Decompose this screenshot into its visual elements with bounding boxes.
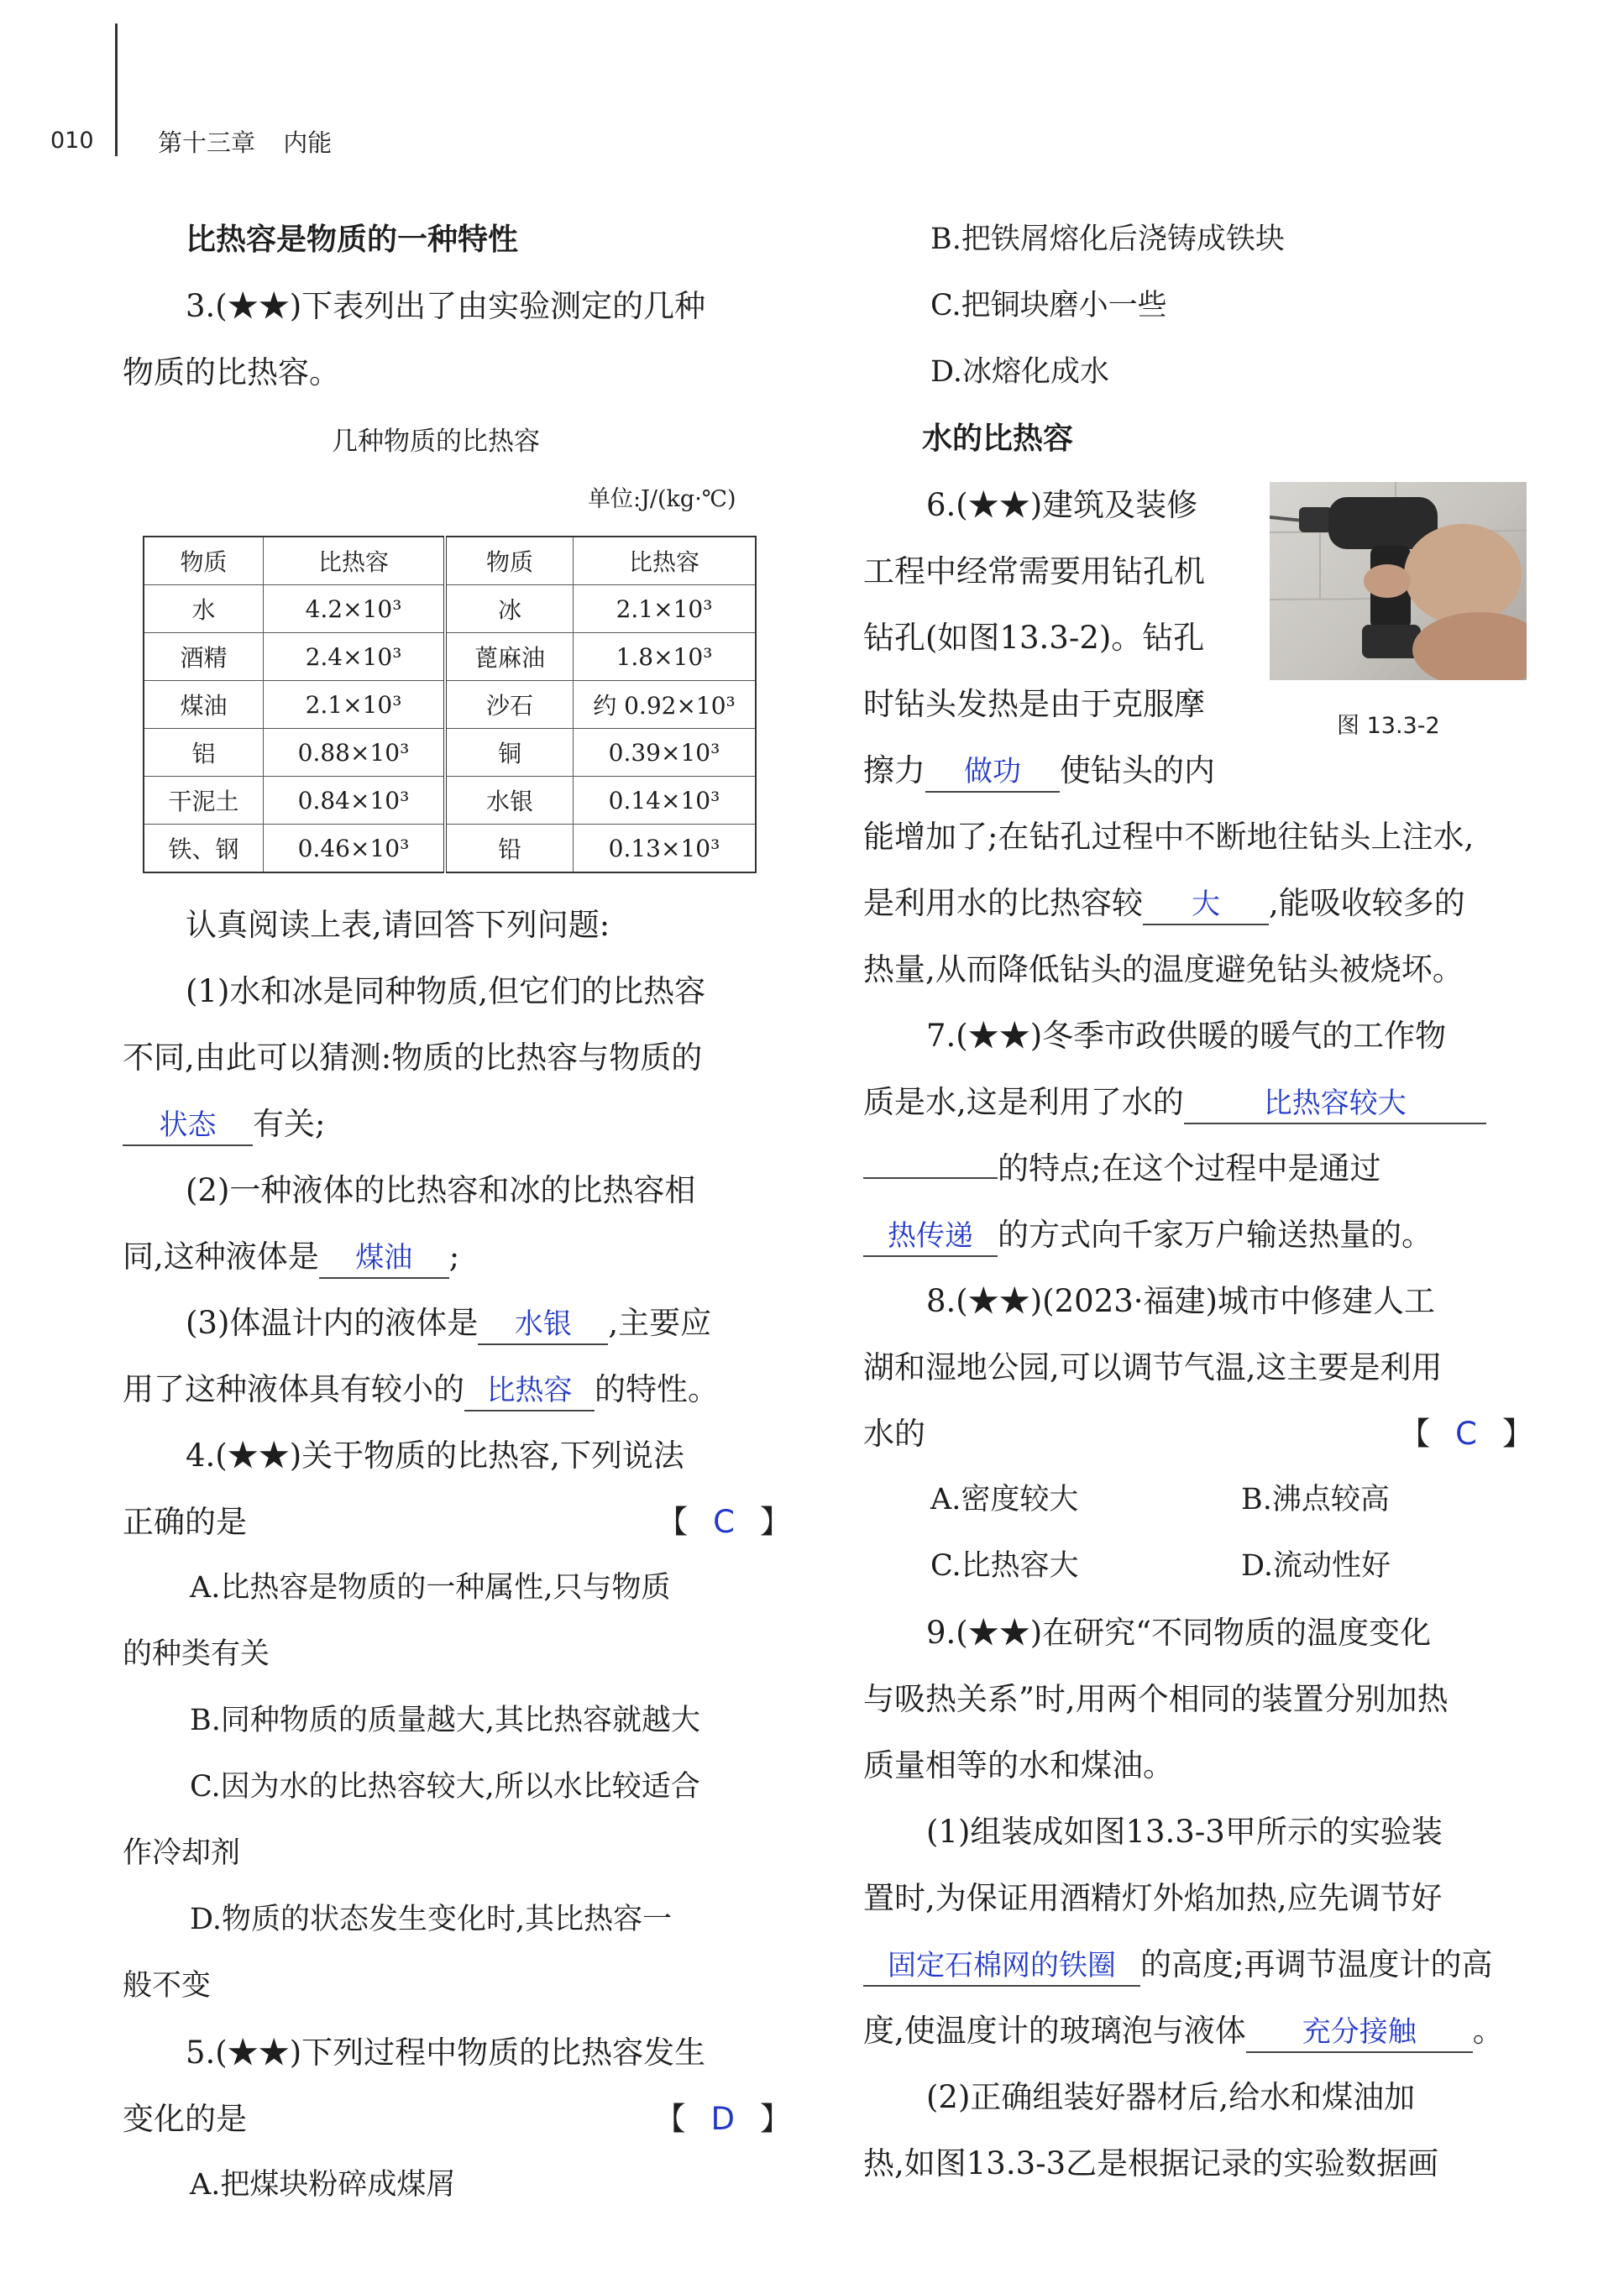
q3-3-mid: ,主要应 — [608, 1305, 712, 1341]
left-column-bottom — [123, 892, 793, 2218]
q8-option-a: A.密度较大 — [930, 1483, 1079, 1516]
table-header-cell: 比热容 — [574, 537, 757, 585]
table-cell: 冰 — [445, 585, 574, 633]
table-row — [144, 777, 756, 825]
q5-option-a: A.把煤块粉碎成煤屑 — [190, 2168, 456, 2202]
section-heading-water: 水的比热容 — [922, 422, 1074, 456]
table-cell: 2.4×10³ — [264, 633, 446, 681]
table-header-cell: 物质 — [144, 537, 264, 585]
q3-2-line1: (2)一种液体的比热容和冰的比热容相 — [186, 1172, 696, 1208]
q9-2-line2: 热,如图13.3-3乙是根据记录的实验数据画 — [863, 2145, 1439, 2181]
specific-heat-table — [143, 536, 757, 873]
q3-stem-line2: 物质的比热容。 — [123, 354, 340, 390]
q5-stem-line2 — [123, 2086, 793, 2152]
q7-line4-end: 的方式向千家万户输送热量的。 — [998, 1217, 1433, 1253]
answer-blank-large-specific-heat[interactable]: 比热容较大 — [1184, 1084, 1486, 1124]
table-cell: 沙石 — [445, 681, 574, 729]
q4-answer-bracket: 【 C 】 — [657, 1504, 793, 1540]
q7-line4 — [863, 1202, 1535, 1268]
table-cell: 4.2×10³ — [264, 585, 446, 633]
answer-blank-full-contact[interactable]: 充分接触 — [1246, 2013, 1473, 2053]
figure-caption: 图 13.3-2 — [1337, 713, 1440, 739]
q8-option-d: D.流动性好 — [1241, 1549, 1391, 1583]
table-cell: 0.46×10³ — [264, 825, 446, 873]
table-row — [144, 729, 756, 777]
q3-3-line1 — [123, 1290, 793, 1356]
q8-options-row1 — [863, 1467, 1535, 1533]
q9-line1: 9.(★★)在研究“不同物质的温度变化 — [926, 1615, 1432, 1651]
q4-stem-line1: 4.(★★)关于物质的比热容,下列说法 — [186, 1438, 684, 1474]
q4-option-a-line2: 的种类有关 — [123, 1637, 270, 1671]
q3-1-line3 — [123, 1091, 793, 1157]
q8-line3-text: 水的 — [863, 1416, 925, 1452]
q9-line2: 与吸热关系”时,用两个相同的装置分别加热 — [863, 1681, 1449, 1717]
table-cell: 铜 — [445, 729, 574, 777]
table-cell: 0.84×10³ — [264, 777, 446, 825]
answer-blank-iron-ring[interactable]: 固定石棉网的铁圈 — [863, 1946, 1140, 1987]
q9-1-line2: 置时,为保证用酒精灯外焰加热,应先调节好 — [863, 1880, 1443, 1916]
table-cell: 0.14×10³ — [574, 777, 757, 825]
chapter-number: 第十三章 — [158, 128, 256, 157]
q8-line3 — [863, 1401, 1535, 1467]
table-row — [144, 585, 756, 633]
answer-blank-state[interactable]: 状态 — [123, 1106, 253, 1146]
q6-line1: 6.(★★)建筑及装修 — [926, 487, 1198, 523]
q7-line3-end: 的特点;在这个过程中是通过 — [998, 1150, 1381, 1186]
read-instruction: 认真阅读上表,请回答下列问题: — [186, 907, 610, 943]
q8-answer-bracket: 【 C 】 — [1399, 1416, 1535, 1452]
q8-line1: 8.(★★)(2023·福建)城市中修建人工 — [926, 1283, 1435, 1319]
answer-blank-heat-transfer[interactable]: 热传递 — [863, 1217, 998, 1257]
q9-1-line1: (1)组装成如图13.3-3甲所示的实验装 — [926, 1814, 1443, 1850]
answer-blank-specific-heat[interactable]: 比热容 — [464, 1371, 595, 1411]
q3-3-pre2: 用了这种液体具有较小的 — [123, 1371, 464, 1407]
q3-3-pre: (3)体温计内的液体是 — [186, 1305, 479, 1341]
table-cell: 铁、钢 — [144, 825, 264, 873]
answer-blank-large[interactable]: 大 — [1143, 885, 1269, 925]
q5-option-b: B.把铁屑熔化后浇铸成铁块 — [930, 223, 1285, 256]
q5-stem-text: 变化的是 — [123, 2101, 247, 2137]
q4-option-a-line1: A.比热容是物质的一种属性,只与物质 — [190, 1571, 671, 1605]
table-cell: 1.8×10³ — [574, 633, 757, 681]
q6-line5-end: 使钻头的内 — [1060, 752, 1215, 788]
blank-continuation — [863, 1144, 998, 1179]
table-cell: 0.13×10³ — [574, 825, 757, 873]
q4-option-c-line2: 作冷却剂 — [123, 1836, 241, 1870]
q8-option-b: B.沸点较高 — [1241, 1483, 1390, 1516]
answer-blank-work[interactable]: 做功 — [925, 752, 1060, 793]
section-heading-specific-heat: 比热容是物质的一种特性 — [186, 223, 519, 257]
q9-1-line4-end: 。 — [1472, 2013, 1504, 2049]
q9-line3: 质量相等的水和煤油。 — [863, 1747, 1174, 1783]
q7-line2 — [863, 1069, 1535, 1135]
table-cell: 水 — [144, 585, 264, 633]
q8-answer[interactable]: C — [1455, 1416, 1479, 1452]
chapter-heading — [158, 124, 352, 159]
drill-icon — [1270, 482, 1527, 680]
q7-line2-pre: 质是水,这是利用了水的 — [863, 1084, 1184, 1120]
table-row — [144, 633, 756, 681]
q4-stem-line2 — [123, 1489, 793, 1555]
q6-line7-end: ,能吸收较多的 — [1269, 885, 1465, 921]
q4-answer[interactable]: C — [713, 1504, 736, 1540]
table-row — [144, 825, 756, 873]
page-number: 010 — [50, 128, 94, 154]
table-row — [144, 681, 756, 729]
q7-line3 — [863, 1135, 1535, 1202]
q6-line6: 能增加了;在钻孔过程中不断地往钻头上注水, — [863, 819, 1475, 855]
q6-line8: 热量,从而降低钻头的温度避免钻头被烧坏。 — [863, 951, 1464, 987]
q9-2-line1: (2)正确组装好器材后,给水和煤油加 — [926, 2079, 1416, 2115]
table-header-row — [144, 537, 756, 585]
table-unit: 单位:J/(kg·℃) — [588, 486, 736, 512]
answer-blank-mercury[interactable]: 水银 — [478, 1305, 608, 1345]
q3-2-line2 — [123, 1223, 793, 1290]
q3-1-line1: (1)水和冰是同种物质,但它们的比热容 — [186, 973, 706, 1009]
answer-blank-kerosene[interactable]: 煤油 — [319, 1239, 449, 1279]
q9-1-line4-pre: 度,使温度计的玻璃泡与液体 — [863, 2013, 1246, 2049]
q3-1-line2: 不同,由此可以猜测:物质的比热容与物质的 — [123, 1040, 703, 1076]
header-rule — [115, 24, 118, 156]
q6-line7-pre: 是利用水的比热容较 — [863, 885, 1143, 921]
q3-1-end: 有关; — [253, 1106, 326, 1142]
q9-1-line3 — [863, 1931, 1535, 1998]
q3-2-end: ; — [448, 1239, 460, 1275]
chapter-title: 内能 — [283, 128, 333, 157]
q8-line2: 湖和湿地公园,可以调节气温,这主要是利用 — [863, 1349, 1443, 1385]
q3-3-line2 — [123, 1356, 793, 1422]
q5-option-c: C.把铜块磨小一些 — [930, 289, 1167, 322]
q9-1-line4 — [863, 1998, 1535, 2064]
q8-options-row2 — [863, 1533, 1535, 1600]
table-cell: 0.88×10³ — [264, 729, 446, 777]
q4-option-d-line2: 般不变 — [123, 1969, 212, 2003]
q3-3-end: 的特性。 — [595, 1371, 719, 1407]
table-cell: 蓖麻油 — [445, 633, 574, 681]
table-cell: 水银 — [445, 777, 574, 825]
table-cell: 铅 — [445, 825, 574, 873]
q4-stem-text: 正确的是 — [123, 1504, 247, 1540]
q6-line3: 钻孔(如图13.3-2)。钻孔 — [863, 620, 1205, 656]
table-cell: 煤油 — [144, 681, 264, 729]
table-header-cell: 比热容 — [264, 537, 446, 585]
table-cell: 2.1×10³ — [574, 585, 757, 633]
table-cell: 酒精 — [144, 633, 264, 681]
q9-1-line3-end: 的高度;再调节温度计的高 — [1140, 1946, 1493, 1982]
table-cell: 0.39×10³ — [574, 729, 757, 777]
q6-line5-pre: 擦力 — [863, 752, 925, 788]
q5-answer-bracket: 【 D 】 — [654, 2101, 793, 2137]
q8-option-c: C.比热容大 — [930, 1549, 1079, 1583]
q3-2-pre: 同,这种液体是 — [123, 1239, 319, 1275]
table-cell: 干泥土 — [144, 777, 264, 825]
left-column-top — [123, 207, 793, 406]
q5-option-d: D.冰熔化成水 — [930, 355, 1109, 389]
q3-stem-line1: 3.(★★)下表列出了由实验测定的几种 — [186, 288, 706, 324]
table-cell: 2.1×10³ — [264, 681, 446, 729]
q4-option-d-line1: D.物质的状态发生变化时,其比热容一 — [190, 1903, 673, 1936]
q4-option-c-line1: C.因为水的比热容较大,所以水比较适合 — [190, 1770, 700, 1804]
q6-line7 — [863, 870, 1535, 936]
drill-photo — [1270, 482, 1527, 680]
table-cell: 铝 — [144, 729, 264, 777]
q5-answer[interactable]: D — [710, 2101, 736, 2137]
q5-stem-line1: 5.(★★)下列过程中物质的比热容发生 — [186, 2035, 706, 2071]
q6-line4: 时钻头发热是由于克服摩 — [863, 686, 1205, 722]
table-title: 几种物质的比热容 — [332, 427, 540, 457]
q6-line5 — [863, 737, 1535, 804]
table-header-cell: 物质 — [445, 537, 574, 585]
q6-line2: 工程中经常需要用钻孔机 — [863, 553, 1205, 589]
q7-line1: 7.(★★)冬季市政供暖的暖气的工作物 — [926, 1018, 1447, 1054]
q4-option-b: B.同种物质的质量越大,其比热容就越大 — [190, 1704, 700, 1737]
table-cell: 约 0.92×10³ — [574, 681, 757, 729]
